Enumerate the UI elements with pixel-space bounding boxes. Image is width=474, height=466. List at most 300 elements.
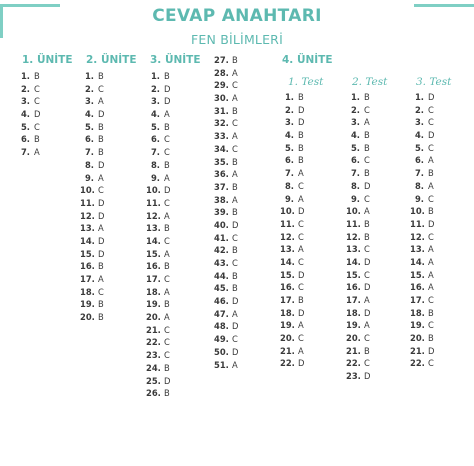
answer-letter: A <box>98 274 104 284</box>
answer-letter: D <box>98 210 105 221</box>
answer-row <box>280 167 304 180</box>
answer-row <box>280 180 304 193</box>
answer-letter: C <box>34 96 40 107</box>
question-number: 17. <box>346 295 361 305</box>
answer-row <box>146 286 170 299</box>
answer-row <box>346 294 370 307</box>
answer-letter: C <box>428 193 434 204</box>
answer-row <box>214 156 238 169</box>
question-number: 43. <box>214 258 229 268</box>
answer-row <box>214 282 238 295</box>
question-number: 25. <box>146 375 161 386</box>
answer-row <box>214 232 238 245</box>
question-number: 30. <box>214 93 229 104</box>
answer-row <box>80 298 104 311</box>
question-number: 14. <box>280 256 295 267</box>
question-number: 4. <box>20 109 30 120</box>
answer-letter: B <box>164 159 170 170</box>
answer-letter: D <box>164 375 171 386</box>
answer-row <box>80 184 104 197</box>
answer-row <box>214 67 238 80</box>
answer-letter: C <box>232 80 238 91</box>
answer-letter: D <box>232 296 239 307</box>
question-number: 46. <box>214 296 229 307</box>
answer-row <box>80 210 104 223</box>
answer-letter: A <box>34 147 40 158</box>
answer-row <box>280 243 304 256</box>
answer-row <box>214 219 238 232</box>
answer-row <box>80 121 104 134</box>
question-number: 14. <box>80 235 95 246</box>
question-number: 2. <box>414 104 424 115</box>
unit-3-continued-answer-column <box>214 54 238 371</box>
answer-letter: B <box>164 261 170 272</box>
answer-row <box>80 286 104 299</box>
answer-row <box>346 319 370 332</box>
answer-row <box>214 295 238 308</box>
answer-letter: C <box>298 333 304 344</box>
answer-row <box>410 332 434 345</box>
answer-letter: B <box>98 299 104 310</box>
answer-row <box>410 91 434 104</box>
unit-3-answer-column <box>146 70 170 400</box>
answer-letter: C <box>428 142 434 153</box>
answer-row <box>346 269 370 282</box>
question-number: 21. <box>346 345 361 356</box>
answer-row <box>346 180 370 193</box>
answer-row <box>280 116 304 129</box>
question-number: 6. <box>150 134 160 145</box>
test-3-answer-column <box>410 91 434 370</box>
question-number: 2. <box>20 83 30 94</box>
answer-letter: C <box>98 286 104 297</box>
answer-row <box>80 95 104 108</box>
answer-letter: A <box>232 194 238 205</box>
answer-row <box>80 108 104 121</box>
answer-letter: D <box>98 109 105 120</box>
question-number: 12. <box>80 210 95 221</box>
answer-row <box>16 70 40 83</box>
question-number: 17. <box>80 274 95 284</box>
question-number: 1. <box>414 92 424 102</box>
question-number: 20. <box>280 333 295 344</box>
answer-row <box>280 231 304 244</box>
answer-letter: D <box>298 358 305 369</box>
answer-letter: A <box>164 286 170 297</box>
answer-letter: A <box>232 308 238 319</box>
answer-letter: D <box>232 346 239 357</box>
answer-letter: A <box>364 295 370 305</box>
answer-letter: A <box>298 345 304 356</box>
question-number: 1. <box>350 92 360 102</box>
answer-letter: B <box>428 206 434 217</box>
answer-letter: B <box>232 245 238 256</box>
answer-row <box>214 54 238 67</box>
answer-letter: B <box>298 142 304 153</box>
answer-letter: A <box>428 282 434 293</box>
test-1-answer-column <box>280 91 304 370</box>
answer-letter: A <box>364 320 370 331</box>
answer-letter: C <box>164 235 170 246</box>
unit-2-answer-column <box>80 70 104 324</box>
answer-row <box>146 336 170 349</box>
answer-row <box>346 104 370 117</box>
answer-row <box>214 244 238 257</box>
question-number: 15. <box>280 269 295 280</box>
answer-letter: C <box>364 244 370 255</box>
answer-row <box>410 357 434 370</box>
answer-row <box>146 210 170 223</box>
answer-row <box>80 146 104 159</box>
answer-row <box>80 70 104 83</box>
question-number: 11. <box>146 197 161 208</box>
question-number: 6. <box>20 134 30 145</box>
answer-letter: B <box>364 345 370 356</box>
answer-row <box>80 222 104 235</box>
answer-row <box>280 345 304 358</box>
answer-letter: C <box>298 256 304 267</box>
question-number: 18. <box>280 307 295 318</box>
answer-row <box>80 197 104 210</box>
question-number: 12. <box>346 231 361 242</box>
question-number: 22. <box>410 358 425 369</box>
question-number: 1. <box>84 71 94 81</box>
answer-letter: D <box>364 282 371 293</box>
answer-letter: B <box>98 121 104 132</box>
unit-3-heading: 3. ÜNİTE <box>150 54 201 66</box>
answer-letter: D <box>428 218 435 229</box>
answer-row <box>16 121 40 134</box>
answer-letter: C <box>232 143 238 154</box>
answer-letter: C <box>298 218 304 229</box>
answer-letter: B <box>232 283 238 294</box>
answer-letter: B <box>428 307 434 318</box>
question-number: 13. <box>410 244 425 255</box>
answer-row <box>410 319 434 332</box>
answer-row <box>214 308 238 321</box>
answer-row <box>146 362 170 375</box>
question-number: 10. <box>80 185 95 196</box>
question-number: 9. <box>350 193 360 204</box>
answer-letter: C <box>164 350 170 361</box>
question-number: 22. <box>346 358 361 369</box>
answer-letter: C <box>34 121 40 132</box>
question-number: 11. <box>410 218 425 229</box>
answer-row <box>410 167 434 180</box>
answer-row <box>280 104 304 117</box>
question-number: 5. <box>284 142 294 153</box>
question-number: 9. <box>84 172 94 183</box>
answer-letter: C <box>164 134 170 145</box>
answer-row <box>410 154 434 167</box>
answer-row <box>410 269 434 282</box>
question-number: 18. <box>80 286 95 297</box>
answer-letter: C <box>298 231 304 242</box>
question-number: 3. <box>414 117 424 128</box>
question-number: 31. <box>214 105 229 116</box>
question-number: 16. <box>410 282 425 293</box>
question-number: 18. <box>146 286 161 297</box>
answer-row <box>16 146 40 159</box>
question-number: 8. <box>150 159 160 170</box>
question-number: 13. <box>346 244 361 255</box>
question-number: 26. <box>146 388 161 399</box>
question-number: 4. <box>150 109 160 120</box>
question-number: 5. <box>350 142 360 153</box>
answer-row <box>214 206 238 219</box>
answer-letter: C <box>164 337 170 348</box>
answer-letter: A <box>364 117 370 128</box>
question-number: 12. <box>280 231 295 242</box>
answer-letter: C <box>364 155 370 166</box>
answer-letter: B <box>364 218 370 229</box>
answer-letter: C <box>164 147 170 158</box>
answer-row <box>214 117 238 130</box>
answer-letter: B <box>298 295 304 305</box>
answer-letter: A <box>232 93 238 104</box>
answer-row <box>346 307 370 320</box>
answer-row <box>280 319 304 332</box>
question-number: 11. <box>280 218 295 229</box>
answer-letter: C <box>164 197 170 208</box>
answer-row <box>146 95 170 108</box>
question-number: 10. <box>280 206 295 217</box>
question-number: 22. <box>280 358 295 369</box>
answer-letter: A <box>364 206 370 217</box>
question-number: 13. <box>146 223 161 234</box>
answer-letter: A <box>428 269 434 280</box>
answer-row <box>346 193 370 206</box>
answer-row <box>346 218 370 231</box>
question-number: 10. <box>410 206 425 217</box>
test-2-answer-column <box>346 91 370 383</box>
question-number: 20. <box>346 333 361 344</box>
answer-row <box>146 146 170 159</box>
question-number: 19. <box>410 320 425 331</box>
question-number: 27. <box>214 55 229 65</box>
answer-row <box>410 307 434 320</box>
answer-letter: D <box>164 96 171 107</box>
answer-letter: C <box>428 117 434 128</box>
question-number: 50. <box>214 346 229 357</box>
answer-letter: C <box>364 269 370 280</box>
answer-letter: A <box>298 320 304 331</box>
question-number: 38. <box>214 194 229 205</box>
answer-row <box>16 83 40 96</box>
question-number: 21. <box>280 345 295 356</box>
answer-row <box>214 143 238 156</box>
answer-letter: B <box>232 105 238 116</box>
answer-letter: B <box>98 147 104 158</box>
answer-row <box>16 133 40 146</box>
answer-row <box>410 104 434 117</box>
question-number: 1. <box>150 71 160 81</box>
answer-letter: D <box>298 206 305 217</box>
question-number: 7. <box>414 168 424 179</box>
unit-4-heading: 4. ÜNİTE <box>282 54 333 66</box>
question-number: 33. <box>214 131 229 142</box>
question-number: 16. <box>80 261 95 272</box>
answer-row <box>346 167 370 180</box>
question-number: 42. <box>214 245 229 256</box>
question-number: 2. <box>84 83 94 94</box>
answer-row <box>280 256 304 269</box>
answer-letter: C <box>232 334 238 345</box>
answer-letter: B <box>232 270 238 281</box>
question-number: 2. <box>350 104 360 115</box>
answer-row <box>346 142 370 155</box>
answer-letter: C <box>364 104 370 115</box>
answer-letter: B <box>98 261 104 272</box>
answer-row <box>146 311 170 324</box>
answer-row <box>346 91 370 104</box>
question-number: 15. <box>346 269 361 280</box>
answer-letter: B <box>34 134 40 145</box>
question-number: 9. <box>284 193 294 204</box>
answer-letter: B <box>298 130 304 141</box>
question-number: 49. <box>214 334 229 345</box>
answer-row <box>146 248 170 261</box>
answer-row <box>214 168 238 181</box>
answer-letter: D <box>164 185 171 196</box>
answer-letter: B <box>364 130 370 141</box>
question-number: 37. <box>214 181 229 192</box>
answer-letter: D <box>98 235 105 246</box>
answer-letter: B <box>298 92 304 102</box>
answer-letter: B <box>164 388 170 399</box>
question-number: 4. <box>350 130 360 141</box>
question-number: 14. <box>346 256 361 267</box>
question-number: 20. <box>80 312 95 323</box>
answer-row <box>410 256 434 269</box>
answer-row <box>280 218 304 231</box>
answer-letter: D <box>298 307 305 318</box>
answer-letter: C <box>298 180 304 191</box>
question-number: 41. <box>214 232 229 243</box>
answer-row <box>410 142 434 155</box>
question-number: 9. <box>150 172 160 183</box>
question-number: 14. <box>410 256 425 267</box>
answer-row <box>280 269 304 282</box>
answer-row <box>80 235 104 248</box>
question-number: 18. <box>346 307 361 318</box>
answer-row <box>16 108 40 121</box>
question-number: 19. <box>146 299 161 310</box>
question-number: 14. <box>146 235 161 246</box>
answer-row <box>214 194 238 207</box>
answer-letter: A <box>164 109 170 120</box>
answer-row <box>146 298 170 311</box>
answer-row <box>146 83 170 96</box>
answer-letter: C <box>164 324 170 335</box>
question-number: 32. <box>214 118 229 129</box>
answer-letter: A <box>164 248 170 259</box>
question-number: 6. <box>284 155 294 166</box>
question-number: 16. <box>280 282 295 293</box>
answer-row <box>410 345 434 358</box>
answer-row <box>80 172 104 185</box>
answer-letter: A <box>428 244 434 255</box>
answer-letter: D <box>98 197 105 208</box>
answer-row <box>214 130 238 143</box>
answer-letter: B <box>364 231 370 242</box>
answer-row <box>410 281 434 294</box>
answer-row <box>410 180 434 193</box>
question-number: 23. <box>146 350 161 361</box>
answer-letter: D <box>428 130 435 141</box>
answer-row <box>410 243 434 256</box>
answer-row <box>80 83 104 96</box>
answer-row <box>146 121 170 134</box>
answer-letter: C <box>232 258 238 268</box>
answer-letter: B <box>98 312 104 323</box>
answer-row <box>346 154 370 167</box>
answer-row <box>146 375 170 388</box>
page-subtitle: FEN BİLİMLERİ <box>191 32 283 47</box>
test-3-heading: 3. Test <box>416 76 452 88</box>
answer-letter: A <box>428 155 434 166</box>
answer-row <box>346 281 370 294</box>
question-number: 10. <box>146 185 161 196</box>
answer-letter: B <box>164 223 170 234</box>
answer-row <box>146 197 170 210</box>
question-number: 4. <box>84 109 94 120</box>
answer-letter: C <box>428 295 434 305</box>
answer-letter: C <box>98 83 104 94</box>
answer-row <box>146 260 170 273</box>
answer-letter: D <box>232 219 239 230</box>
answer-row <box>346 129 370 142</box>
answer-row <box>214 92 238 105</box>
question-number: 51. <box>214 359 229 370</box>
question-number: 13. <box>80 223 95 234</box>
answer-row <box>346 205 370 218</box>
answer-letter: C <box>298 282 304 293</box>
answer-row <box>16 95 40 108</box>
answer-row <box>346 243 370 256</box>
question-number: 39. <box>214 207 229 218</box>
unit-1-answer-column <box>16 70 40 159</box>
question-number: 8. <box>350 180 360 191</box>
answer-letter: A <box>164 210 170 221</box>
answer-letter: A <box>164 172 170 183</box>
answer-letter: C <box>428 320 434 331</box>
answer-row <box>346 332 370 345</box>
question-number: 12. <box>410 231 425 242</box>
test-2-heading: 2. Test <box>352 76 388 88</box>
answer-letter: A <box>298 168 304 179</box>
question-number: 23. <box>346 371 361 382</box>
answer-letter: B <box>232 55 238 65</box>
answer-letter: C <box>428 104 434 115</box>
answer-row <box>146 273 170 286</box>
answer-row <box>214 270 238 283</box>
answer-letter: A <box>98 223 104 234</box>
answer-letter: B <box>298 155 304 166</box>
question-number: 15. <box>146 248 161 259</box>
answer-letter: B <box>164 362 170 373</box>
answer-row <box>280 307 304 320</box>
question-number: 17. <box>146 274 161 284</box>
answer-row <box>146 324 170 337</box>
answer-letter: A <box>298 193 304 204</box>
answer-row <box>410 205 434 218</box>
answer-letter: B <box>232 156 238 167</box>
answer-row <box>80 248 104 261</box>
answer-letter: A <box>164 312 170 323</box>
answer-letter: D <box>232 321 239 332</box>
question-number: 29. <box>214 80 229 91</box>
